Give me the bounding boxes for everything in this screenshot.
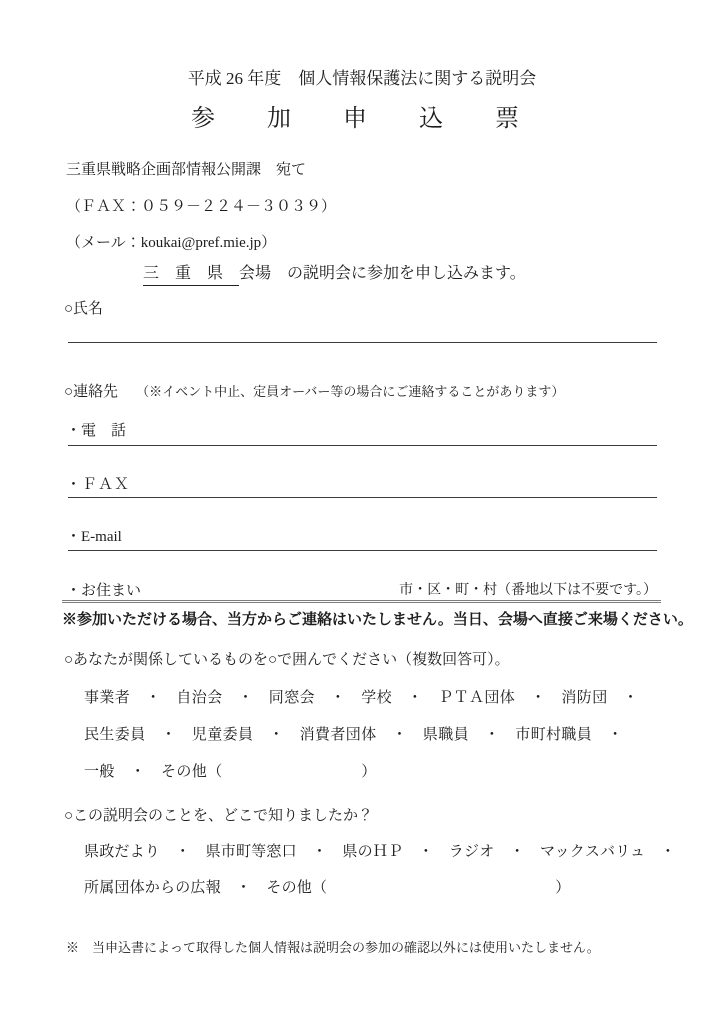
venue-sentence [143,260,526,283]
affiliation-options-row-2: 民生委員 ・ 児童委員 ・ 消費者団体 ・ 県職員 ・ 市町村職員 ・ [84,727,624,743]
fax-field-line [68,497,657,498]
event-title: 平成 26 年度 個人情報保護法に関する説明会 [187,69,537,88]
question-affiliation-label: ○あなたが関係しているものを○で囲んでください（複数回答可）。 [64,652,510,668]
attendance-notice: ※参加いただける場合、当方からご連絡はいたしません。当日、会場へ直接ご来場ください。 [62,612,693,628]
email-field-line [68,550,657,551]
recipient-line: 三重県戦略企画部情報公開課 宛て [66,162,307,178]
form-title: 参 加 申 込 票 [191,106,533,132]
contact-section-label [64,380,564,401]
address-field-row [66,579,657,600]
recipient-email-line: （メール：koukai@pref.mie.jp） [66,235,277,251]
email-field-label: ・E-mail [66,529,122,545]
source-options-row-2: 所属団体からの広報 ・ その他（ ） [84,880,571,896]
name-field-line [68,342,657,343]
contact-note: （※イベント中止、定員オーバー等の場合にご連絡することがあります） [136,384,565,399]
contact-label: ○連絡先 [64,384,119,400]
address-field-hint: 市・区・町・村（番地以下は不要です。） [399,583,657,598]
venue-sentence-rest: の説明会に参加を申し込みます。 [271,265,526,282]
affiliation-options-row-1: 事業者 ・ 自治会 ・ 同窓会 ・ 学校 ・ ＰＴＡ団体 ・ 消防団 ・ [84,690,639,706]
name-field-label: ○氏名 [64,301,104,317]
question-source-label: ○この説明会のことを、どこで知りましたか？ [64,808,374,824]
venue-name: 三 重 県 [143,265,239,286]
fax-field-label: ・ＦＡＸ [66,477,131,493]
source-options-row-1: 県政だより ・ 県市町等窓口 ・ 県のＨＰ ・ ラジオ ・ マックスバリュ ・ [84,844,676,860]
affiliation-options-row-3: 一般 ・ その他（ ） [84,764,377,780]
phone-field-label: ・電 話 [66,423,127,439]
privacy-note: ※ 当申込書によって取得した個人情報は説明会の参加の確認以外には使用いたしません。 [66,940,600,955]
address-field-label: ・お住まい [66,583,142,599]
venue-suffix: 会場 [239,265,272,282]
recipient-fax-line: （ＦＡＸ：０５９－２２４－３０３９） [66,199,337,215]
address-field-line [62,600,661,603]
phone-field-line [68,445,657,446]
